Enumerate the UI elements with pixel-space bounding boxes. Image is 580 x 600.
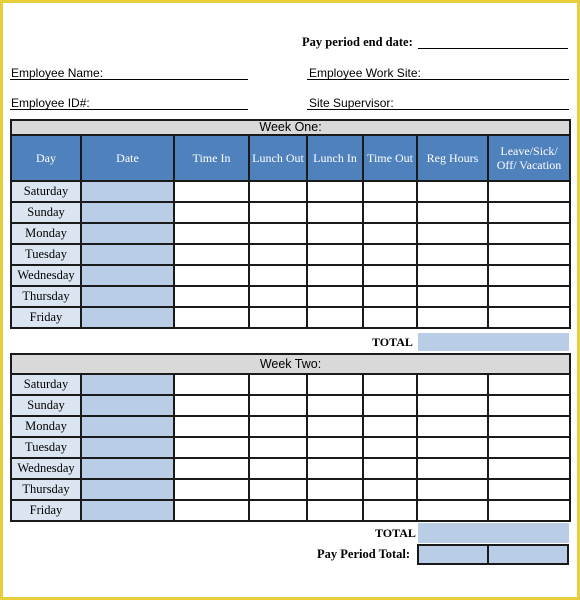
time-in-cell[interactable] bbox=[174, 265, 249, 286]
employee-id-label: Employee ID#: bbox=[11, 96, 90, 110]
date-cell[interactable] bbox=[81, 437, 174, 458]
column-header-lunch-out: Lunch Out bbox=[249, 135, 307, 181]
week-two-table bbox=[10, 353, 571, 522]
leave-cell[interactable] bbox=[488, 500, 570, 521]
lunch-in-cell[interactable] bbox=[307, 223, 363, 244]
date-cell[interactable] bbox=[81, 500, 174, 521]
column-header-reg-hours: Reg Hours bbox=[417, 135, 488, 181]
reg-hours-cell[interactable] bbox=[417, 244, 488, 265]
time-in-cell[interactable] bbox=[174, 500, 249, 521]
day-label: Friday bbox=[11, 500, 81, 521]
day-label: Sunday bbox=[11, 395, 81, 416]
leave-cell[interactable] bbox=[488, 395, 570, 416]
date-cell[interactable] bbox=[81, 202, 174, 223]
leave-cell[interactable] bbox=[488, 223, 570, 244]
leave-cell[interactable] bbox=[488, 374, 570, 395]
lunch-in-cell[interactable] bbox=[307, 395, 363, 416]
table-row bbox=[11, 500, 570, 521]
leave-cell[interactable] bbox=[488, 202, 570, 223]
time-out-cell[interactable] bbox=[363, 202, 417, 223]
reg-hours-cell[interactable] bbox=[417, 307, 488, 328]
lunch-out-cell[interactable] bbox=[249, 458, 307, 479]
date-cell[interactable] bbox=[81, 181, 174, 202]
week-one-total-field[interactable] bbox=[418, 333, 569, 351]
leave-cell[interactable] bbox=[488, 307, 570, 328]
week-two-total-label: TOTAL bbox=[375, 526, 416, 540]
date-cell[interactable] bbox=[81, 458, 174, 479]
time-out-cell[interactable] bbox=[363, 244, 417, 265]
week-one-title: Week One: bbox=[11, 120, 570, 135]
leave-cell[interactable] bbox=[488, 244, 570, 265]
day-label: Wednesday bbox=[11, 458, 81, 479]
table-row bbox=[11, 223, 570, 244]
lunch-out-cell[interactable] bbox=[249, 479, 307, 500]
site-supervisor-label: Site Supervisor: bbox=[309, 96, 394, 110]
lunch-in-cell[interactable] bbox=[307, 286, 363, 307]
time-out-cell[interactable] bbox=[363, 307, 417, 328]
reg-hours-cell[interactable] bbox=[417, 395, 488, 416]
lunch-in-cell[interactable] bbox=[307, 265, 363, 286]
time-in-cell[interactable] bbox=[174, 395, 249, 416]
table-row bbox=[11, 374, 570, 395]
lunch-in-cell[interactable] bbox=[307, 437, 363, 458]
time-out-cell[interactable] bbox=[363, 416, 417, 437]
table-row bbox=[11, 202, 570, 223]
week-two-title: Week Two: bbox=[11, 354, 570, 374]
time-in-cell[interactable] bbox=[174, 416, 249, 437]
lunch-out-cell[interactable] bbox=[249, 437, 307, 458]
day-label: Thursday bbox=[11, 286, 81, 307]
employee-id-field[interactable] bbox=[10, 109, 248, 110]
lunch-in-cell[interactable] bbox=[307, 181, 363, 202]
time-in-cell[interactable] bbox=[174, 307, 249, 328]
date-cell[interactable] bbox=[81, 244, 174, 265]
lunch-out-cell[interactable] bbox=[249, 307, 307, 328]
leave-cell[interactable] bbox=[488, 286, 570, 307]
time-in-cell[interactable] bbox=[174, 202, 249, 223]
column-header-time-out: Time Out bbox=[363, 135, 417, 181]
week-one-column-headers bbox=[11, 135, 570, 181]
lunch-out-cell[interactable] bbox=[249, 416, 307, 437]
day-label: Monday bbox=[11, 416, 81, 437]
week-two-total-field[interactable] bbox=[418, 523, 569, 543]
date-cell[interactable] bbox=[81, 307, 174, 328]
reg-hours-cell[interactable] bbox=[417, 437, 488, 458]
time-in-cell[interactable] bbox=[174, 223, 249, 244]
site-supervisor-field[interactable] bbox=[307, 109, 569, 110]
table-row bbox=[11, 416, 570, 437]
pay-period-total-hours-field[interactable] bbox=[417, 544, 489, 565]
date-cell[interactable] bbox=[81, 395, 174, 416]
reg-hours-cell[interactable] bbox=[417, 500, 488, 521]
pay-period-end-date-field[interactable] bbox=[418, 48, 568, 49]
lunch-out-cell[interactable] bbox=[249, 500, 307, 521]
leave-cell[interactable] bbox=[488, 181, 570, 202]
reg-hours-cell[interactable] bbox=[417, 479, 488, 500]
pay-period-total-leave-field[interactable] bbox=[487, 544, 569, 565]
lunch-in-cell[interactable] bbox=[307, 479, 363, 500]
time-in-cell[interactable] bbox=[174, 458, 249, 479]
lunch-out-cell[interactable] bbox=[249, 202, 307, 223]
time-out-cell[interactable] bbox=[363, 181, 417, 202]
employee-name-label: Employee Name: bbox=[11, 66, 104, 80]
table-row bbox=[11, 395, 570, 416]
time-in-cell[interactable] bbox=[174, 181, 249, 202]
employee-work-site-field[interactable] bbox=[307, 79, 569, 80]
day-label: Tuesday bbox=[11, 244, 81, 265]
reg-hours-cell[interactable] bbox=[417, 374, 488, 395]
table-row bbox=[11, 265, 570, 286]
reg-hours-cell[interactable] bbox=[417, 202, 488, 223]
date-cell[interactable] bbox=[81, 416, 174, 437]
time-out-cell[interactable] bbox=[363, 286, 417, 307]
day-label: Monday bbox=[11, 223, 81, 244]
lunch-in-cell[interactable] bbox=[307, 202, 363, 223]
lunch-out-cell[interactable] bbox=[249, 395, 307, 416]
week-one-total-label: TOTAL bbox=[372, 335, 413, 349]
lunch-out-cell[interactable] bbox=[249, 286, 307, 307]
column-header-date: Date bbox=[81, 135, 174, 181]
time-in-cell[interactable] bbox=[174, 374, 249, 395]
leave-cell[interactable] bbox=[488, 479, 570, 500]
lunch-in-cell[interactable] bbox=[307, 416, 363, 437]
table-row bbox=[11, 286, 570, 307]
lunch-out-cell[interactable] bbox=[249, 181, 307, 202]
day-label: Wednesday bbox=[11, 265, 81, 286]
reg-hours-cell[interactable] bbox=[417, 181, 488, 202]
reg-hours-cell[interactable] bbox=[417, 265, 488, 286]
time-in-cell[interactable] bbox=[174, 437, 249, 458]
leave-cell[interactable] bbox=[488, 416, 570, 437]
day-label: Thursday bbox=[11, 479, 81, 500]
date-cell[interactable] bbox=[81, 374, 174, 395]
reg-hours-cell[interactable] bbox=[417, 223, 488, 244]
lunch-out-cell[interactable] bbox=[249, 374, 307, 395]
day-label: Sunday bbox=[11, 202, 81, 223]
lunch-in-cell[interactable] bbox=[307, 244, 363, 265]
lunch-in-cell[interactable] bbox=[307, 307, 363, 328]
day-label: Saturday bbox=[11, 181, 81, 202]
time-in-cell[interactable] bbox=[174, 244, 249, 265]
lunch-out-cell[interactable] bbox=[249, 223, 307, 244]
column-header-time-in: Time In bbox=[174, 135, 249, 181]
table-row bbox=[11, 307, 570, 328]
time-out-cell[interactable] bbox=[363, 479, 417, 500]
time-out-cell[interactable] bbox=[363, 374, 417, 395]
table-row bbox=[11, 458, 570, 479]
date-cell[interactable] bbox=[81, 479, 174, 500]
time-out-cell[interactable] bbox=[363, 500, 417, 521]
week-one-table bbox=[10, 119, 571, 329]
reg-hours-cell[interactable] bbox=[417, 416, 488, 437]
time-out-cell[interactable] bbox=[363, 395, 417, 416]
employee-work-site-label: Employee Work Site: bbox=[309, 66, 421, 80]
day-label: Friday bbox=[11, 307, 81, 328]
leave-cell[interactable] bbox=[488, 265, 570, 286]
leave-cell[interactable] bbox=[488, 437, 570, 458]
time-out-cell[interactable] bbox=[363, 458, 417, 479]
day-label: Tuesday bbox=[11, 437, 81, 458]
date-cell[interactable] bbox=[81, 223, 174, 244]
table-row bbox=[11, 437, 570, 458]
lunch-out-cell[interactable] bbox=[249, 265, 307, 286]
column-header-day: Day bbox=[11, 135, 81, 181]
pay-period-total-label: Pay Period Total: bbox=[317, 547, 411, 561]
lunch-in-cell[interactable] bbox=[307, 374, 363, 395]
day-label: Saturday bbox=[11, 374, 81, 395]
lunch-out-cell[interactable] bbox=[249, 244, 307, 265]
leave-cell[interactable] bbox=[488, 458, 570, 479]
lunch-in-cell[interactable] bbox=[307, 500, 363, 521]
time-in-cell[interactable] bbox=[174, 479, 249, 500]
reg-hours-cell[interactable] bbox=[417, 286, 488, 307]
time-out-cell[interactable] bbox=[363, 437, 417, 458]
pay-period-end-date-label: Pay period end date: bbox=[302, 35, 413, 49]
table-row bbox=[11, 479, 570, 500]
date-cell[interactable] bbox=[81, 265, 174, 286]
table-row bbox=[11, 181, 570, 202]
time-in-cell[interactable] bbox=[174, 286, 249, 307]
employee-name-field[interactable] bbox=[10, 79, 248, 80]
date-cell[interactable] bbox=[81, 286, 174, 307]
time-out-cell[interactable] bbox=[363, 265, 417, 286]
reg-hours-cell[interactable] bbox=[417, 458, 488, 479]
lunch-in-cell[interactable] bbox=[307, 458, 363, 479]
column-header-leave: Leave/Sick/ Off/ Vacation bbox=[488, 135, 570, 181]
column-header-lunch-in: Lunch In bbox=[307, 135, 363, 181]
table-row bbox=[11, 244, 570, 265]
time-out-cell[interactable] bbox=[363, 223, 417, 244]
